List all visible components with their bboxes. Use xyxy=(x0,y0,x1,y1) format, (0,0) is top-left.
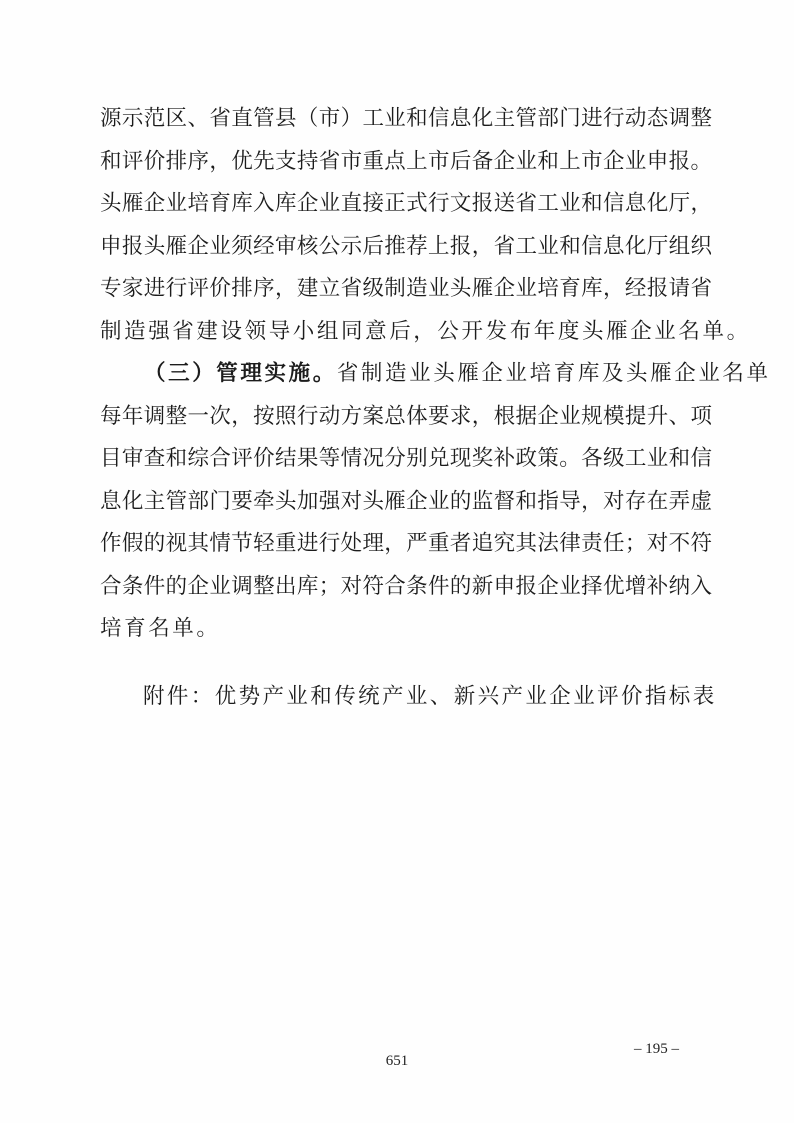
paragraph-line: 和评价排序，优先支持省市重点上市后备企业和上市企业申报。 xyxy=(100,148,712,174)
page-number-center: 651 xyxy=(385,1053,409,1069)
body-text xyxy=(100,98,771,651)
paragraph-line: 源示范区、省直管县（市）工业和信息化主管部门进行动态调整 xyxy=(100,106,712,131)
paragraph-line: 专家进行评价排序，建立省级制造业头雁企业培育库，经报请省 xyxy=(100,276,712,301)
paragraph-line: 培育名单。 xyxy=(100,616,221,641)
paragraph-line: 目审查和综合评价结果等情况分别兑现奖补政策。各级工业和信 xyxy=(100,446,712,471)
paragraph-line: 申报头雁企业须经审核公示后推荐上报，省工业和信息化厅组织 xyxy=(100,233,712,259)
paragraph-line: 制造强省建设领导小组同意后，公开发布年度头雁企业名单。 xyxy=(100,318,751,344)
paragraph-line: 每年调整一次，按照行动方案总体要求，根据企业规模提升、项 xyxy=(100,403,712,429)
section-3-heading: （三）管理实施。 xyxy=(144,361,337,386)
paragraph-line: 合条件的企业调整出库；对符合条件的新申报企业择优增补纳入 xyxy=(100,573,712,599)
attachment-note: 附件：优势产业和传统产业、新兴产业企业评价指标表 xyxy=(143,684,717,709)
paragraph-line: 头雁企业培育库入库企业直接正式行文报送省工业和信息化厅， xyxy=(100,191,712,216)
page-number-right: – 195 – xyxy=(634,1041,679,1057)
section-3-first-line-text: 省制造业头雁企业培育库及头雁企业名单 xyxy=(336,361,771,386)
paragraph-line: 作假的视其情节轻重进行处理，严重者追究其法律责任；对不符 xyxy=(100,531,712,556)
section-3-first-line xyxy=(100,353,771,396)
paragraph-line: 息化主管部门要牵头加强对头雁企业的监督和指导，对存在弄虚 xyxy=(100,488,712,514)
